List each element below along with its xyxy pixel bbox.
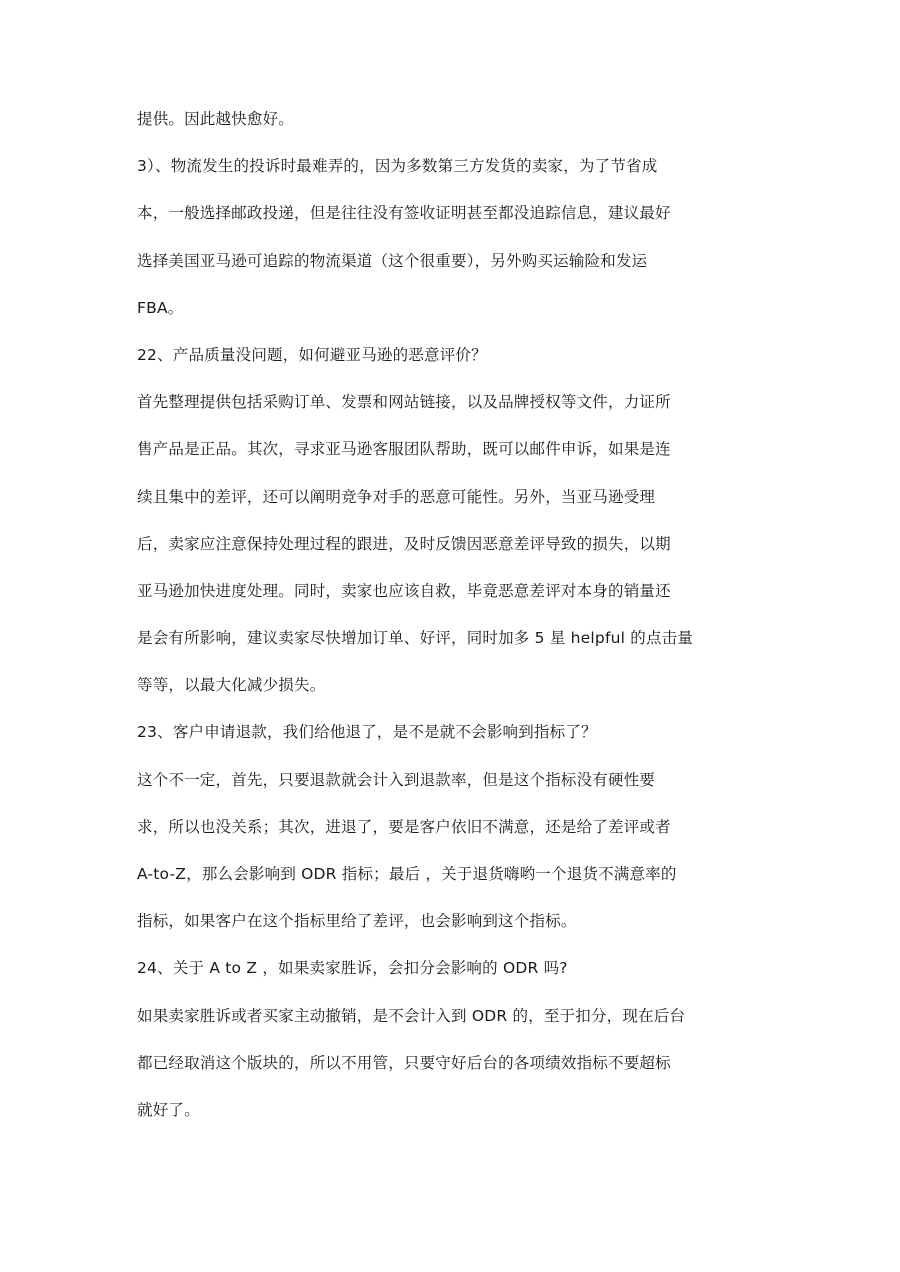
text-line: A-to-Z，那么会影响到 ODR 指标；最后 ，关于退货嗨哟一个退货不满意率的 <box>137 865 677 883</box>
text-line: 就好了。 <box>137 1100 200 1119</box>
document-body <box>137 104 777 1142</box>
text-line: 首先整理提供包括采购订单、发票和网站链接，以及品牌授权等文件，力证所 <box>137 393 671 412</box>
text-line: FBA。 <box>137 298 184 317</box>
text-line: 这个不一定，首先，只要退款就会计入到退款率，但是这个指标没有硬性要 <box>137 770 656 789</box>
text-line: 等等，以最大化减少损失。 <box>137 676 326 695</box>
text-line: 选择美国亚马逊可追踪的物流渠道（这个很重要），另外购买运输险和发运 <box>137 251 648 270</box>
question-heading: 24、关于 A to Z ，如果卖家胜诉，会扣分会影响的 ODR 吗? <box>137 959 568 978</box>
text-line: 续且集中的差评，还可以阐明竞争对手的恶意可能性。另外，当亚马逊受理 <box>137 487 656 506</box>
text-line: 如果卖家胜诉或者买家主动撤销，是不会计入到 ODR 的，至于扣分，现在后台 <box>137 1006 686 1025</box>
text-line: 指标，如果客户在这个指标里给了差评，也会影响到这个指标。 <box>137 912 577 931</box>
text-line: 都已经取消这个版块的，所以不用管，只要守好后台的各项绩效指标不要超标 <box>137 1053 671 1072</box>
text-line: 后，卖家应注意保持处理过程的跟进，及时反馈因恶意差评导致的损失，以期 <box>137 534 671 553</box>
text-line: 售产品是正品。其次，寻求亚马逊客服团队帮助，既可以邮件申诉，如果是连 <box>137 440 671 459</box>
question-heading: 22、产品质量没问题，如何避亚马逊的恶意评价？ <box>137 345 487 364</box>
text-line: 亚马逊加快进度处理。同时，卖家也应该自救，毕竟恶意差评对本身的销量还 <box>137 581 671 600</box>
text-line: 3）、物流发生的投诉时最难弄的，因为多数第三方发货的卖家，为了节省成 <box>137 157 658 176</box>
text-line: 提供。因此越快愈好。 <box>137 110 295 128</box>
text-line: 是会有所影响，建议卖家尽快增加订单、好评，同时加多 5 星 helpful 的点击量 <box>137 629 694 648</box>
text-line: 本，一般选择邮政投递，但是往往没有签收证明甚至都没追踪信息，建议最好 <box>137 204 671 223</box>
question-heading: 23、客户申请退款，我们给他退了，是不是就不会影响到指标了？ <box>137 723 597 742</box>
text-line: 求，所以也没关系；其次，进退了，要是客户依旧不满意，还是给了差评或者 <box>137 817 671 836</box>
